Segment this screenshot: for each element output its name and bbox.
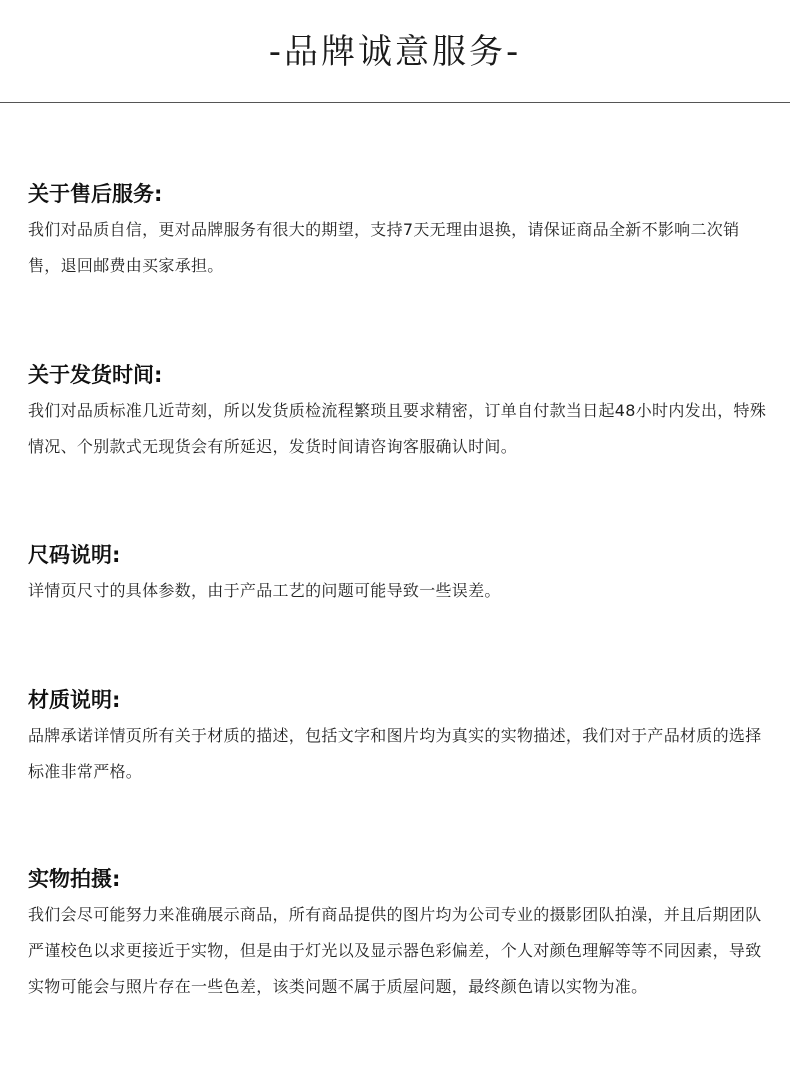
section-title: 关于售后服务:	[28, 182, 163, 206]
section-title: 材质说明:	[28, 688, 121, 712]
section-title: 尺码说明:	[28, 543, 121, 567]
section-title: 关于发货时间:	[28, 363, 163, 387]
section-body: 品牌承诺详情页所有关于材质的描述，包括文字和图片均为真实的实物描述，我们对于产品材质的选择标准非常严格。	[28, 726, 762, 781]
section-title: 实物拍摄:	[28, 867, 121, 891]
section-after-sales	[28, 180, 768, 284]
page-header	[0, 0, 790, 103]
section-body: 我们会尽可能努力来准确展示商品，所有商品提供的图片均为公司专业的摄影团队拍澡，并且后期团队严谨校色以求更接近于实物，但是由于灯光以及显示器色彩偏差，个人对颜色理解等等不同因素，导致实物可能会与照片存在一些色差，该类问题不属于质屋问题，最终颜色请以实物为准。	[28, 905, 762, 996]
section-product-photography	[28, 865, 768, 1005]
section-body: 我们对品质自信，更对品牌服务有很大的期望，支持7天无理由退换，请保证商品全新不影响二次销售，退回邮费由买家承担。	[28, 220, 740, 275]
section-shipping-time	[28, 361, 768, 465]
section-body: 我们对品质标准几近苛刻，所以发货质检流程繁琐且要求精密，订单自付款当日起48小时内发出，特殊情况、个别款式无现货会有所延迟，发货时间请咨询客服确认时间。	[28, 401, 767, 456]
section-material-info	[28, 686, 768, 790]
section-size-info	[28, 541, 768, 609]
page-title: -品牌诚意服务-	[268, 32, 522, 72]
section-body: 详情页尺寸的具体参数，由于产品工艺的问题可能导致一些误差。	[28, 581, 501, 600]
